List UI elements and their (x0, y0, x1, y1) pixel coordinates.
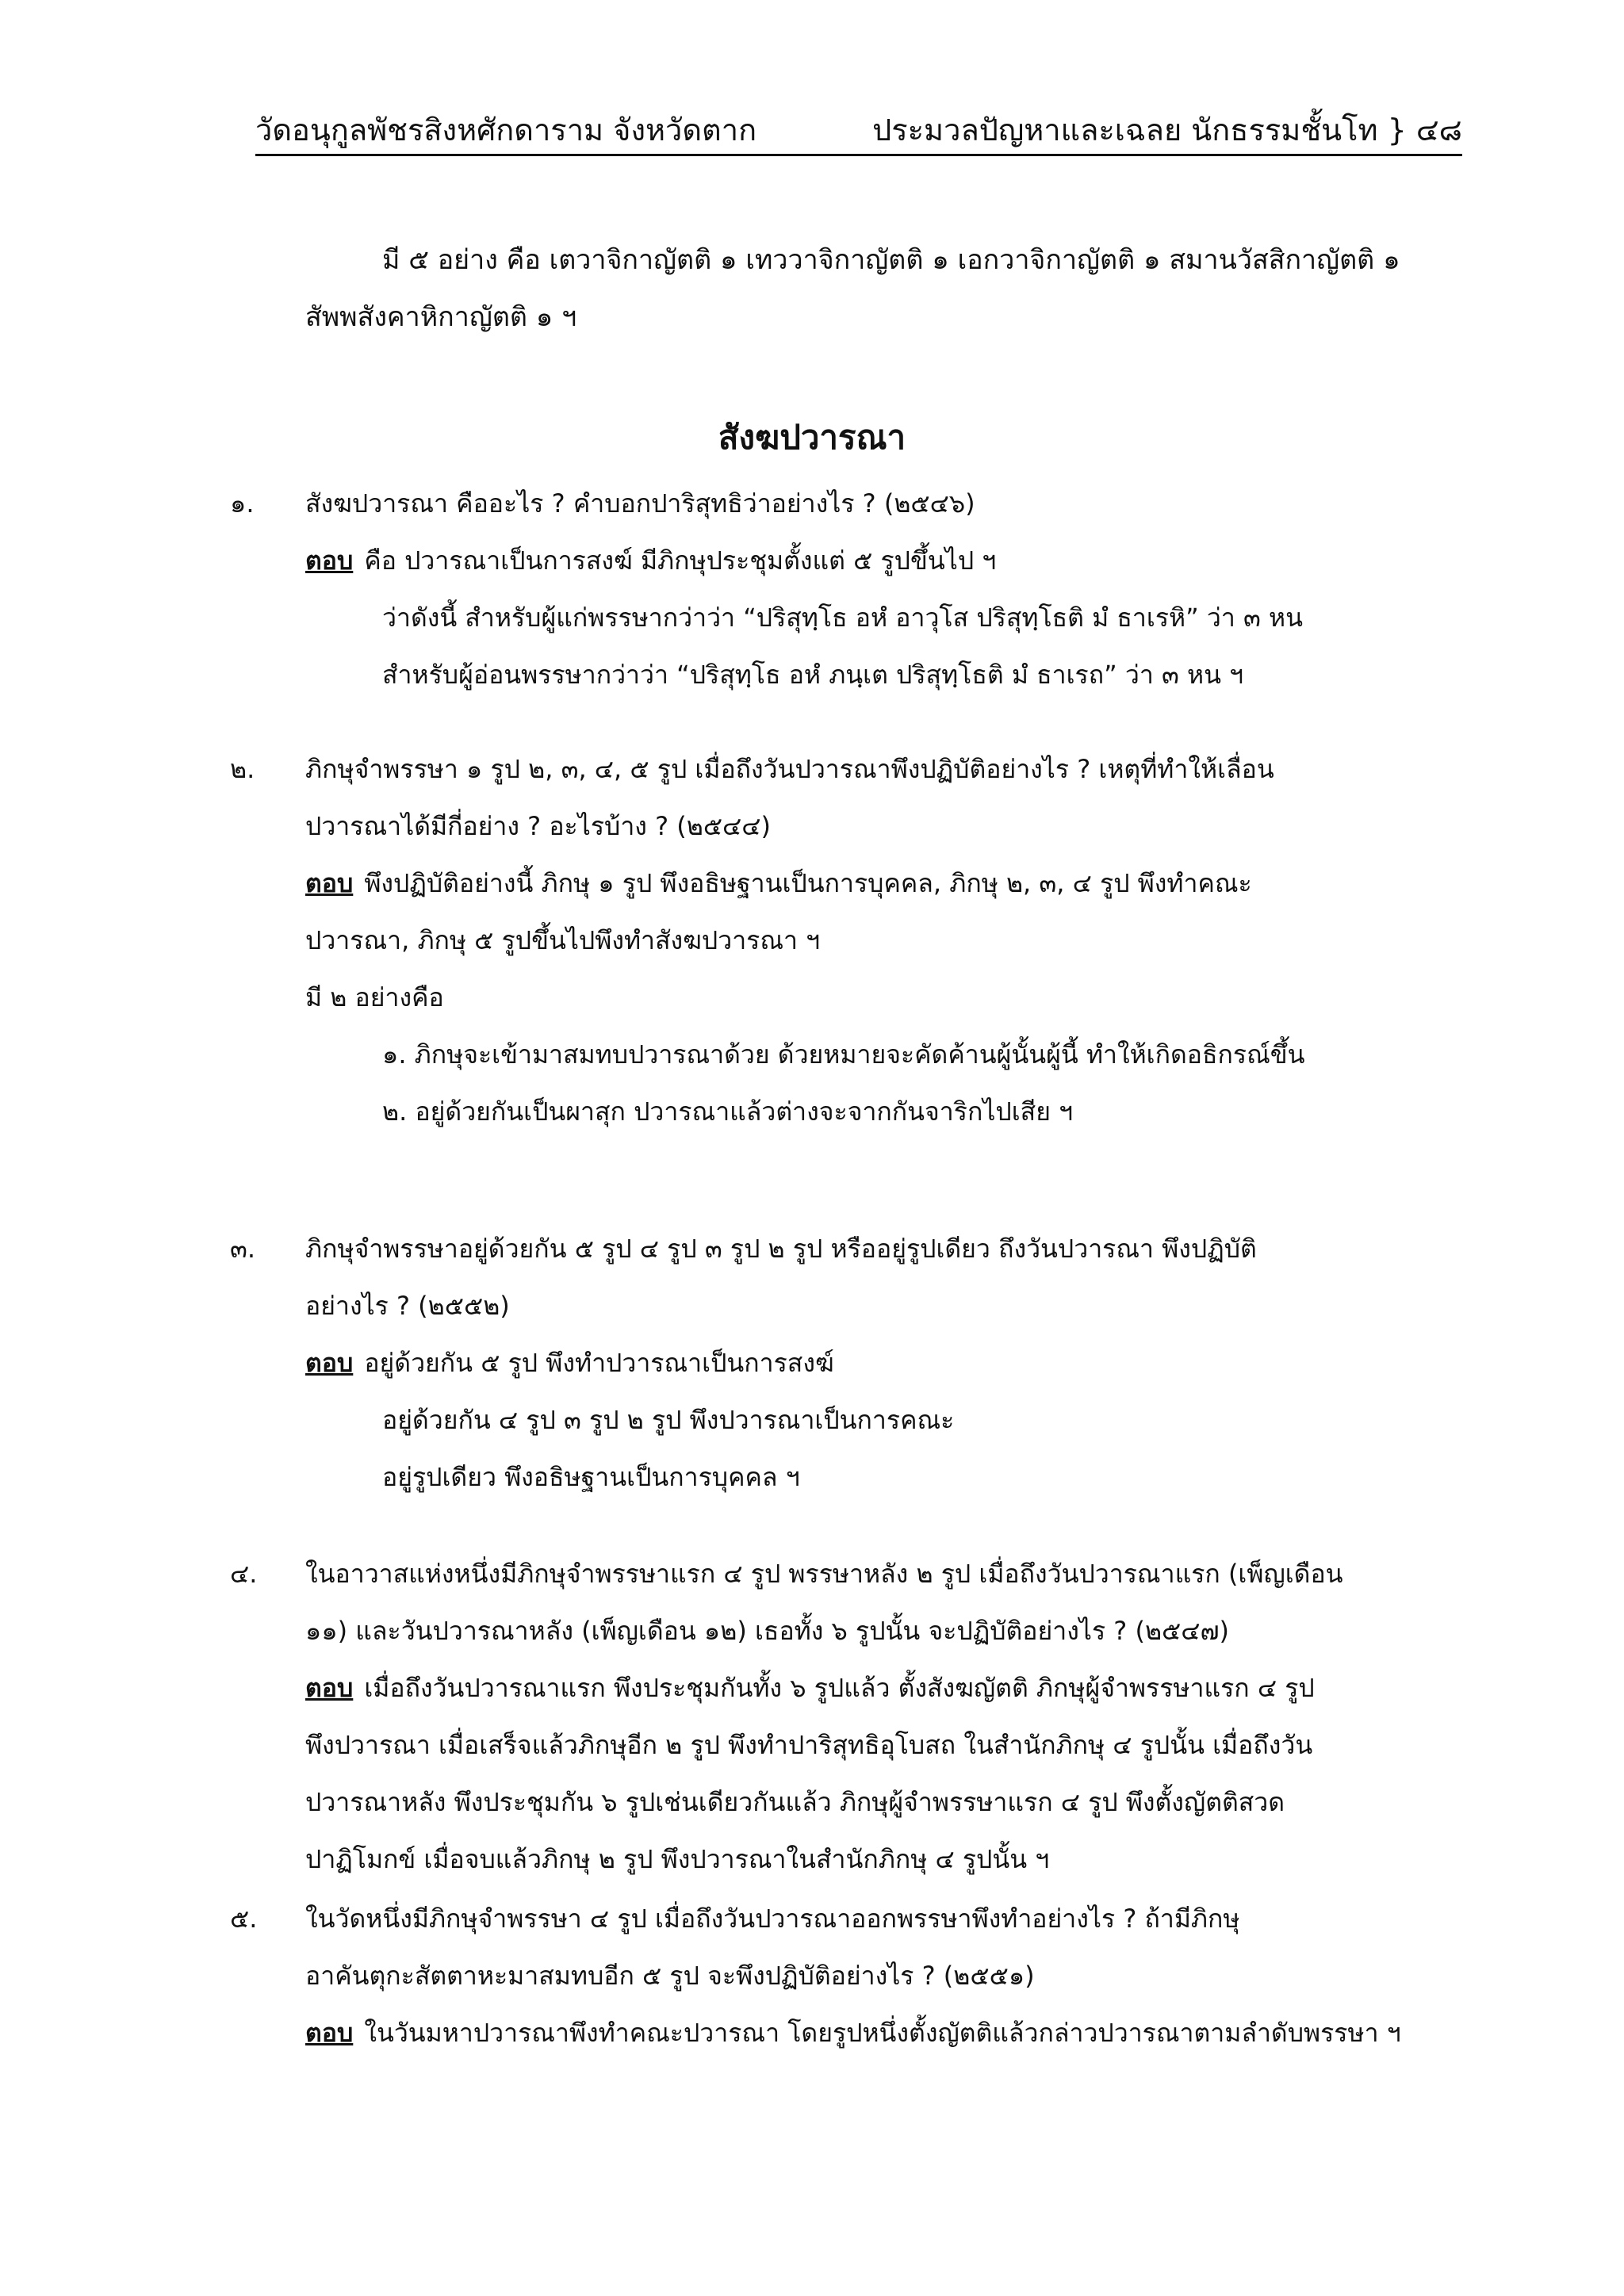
question-text: อาคันตุกะสัตตาหะมาสมทบอีก ๕ รูป จะพึงปฏิบัติอย่างไร ? (๒๕๕๑) (305, 1961, 1035, 1991)
answer-line (305, 859, 1252, 907)
answer-continuation: ปวารณา, ภิกษุ ๕ รูปขึ้นไปพึงทำสังฆปวารณา ฯ (305, 925, 821, 955)
answer-continuation: สำหรับผู้อ่อนพรรษากว่าว่า “ปริสุทฺโธ อหํ ภนฺเต ปริสุทฺโธติ มํ ธาเรถ” ว่า ๓ หน ฯ (382, 660, 1244, 690)
answer-continuation: พึงปวารณา เมื่อเสร็จแล้วภิกษุอีก ๒ รูป พึงทำปาริสุทธิอุโบสถ ในสำนักภิกษุ ๔ รูปนั้น เมื่อถึงวัน (305, 1730, 1313, 1760)
page-header (255, 109, 1462, 156)
answer-continuation: ว่าดังนี้ สำหรับผู้แก่พรรษากว่าว่า “ปริสุทฺโธ อหํ อาวุโส ปริสุทฺโธติ มํ ธาเรหิ” ว่า ๓ หน (382, 603, 1303, 633)
answer-continuation: ปวารณาหลัง พึงประชุมกัน ๖ รูปเช่นเดียวกันแล้ว ภิกษุผู้จำพรรษาแรก ๔ รูป พึงตั้งญัตติสวด (305, 1787, 1285, 1817)
answer-line (305, 2009, 1401, 2057)
answer-text: ในวันมหาปวารณาพึงทำคณะปวารณา โดยรูปหนึ่งตั้งญัตติแล้วกล่าวปวารณาตามลำดับพรรษา ฯ (364, 2018, 1401, 2048)
intro-line-1: มี ๕ อย่าง คือ เตวาจิกาญัตติ ๑ เทววาจิกาญัตติ ๑ เอกวาจิกาญัตติ ๑ สมานวัสสิกาญัตติ ๑ (382, 244, 1400, 276)
answer-label: ตอบ (305, 1673, 354, 1703)
intro-line-2: สัพพสังคาหิกาญัตติ ๑ ฯ (305, 301, 577, 333)
answer-continuation: อยู่ด้วยกัน ๔ รูป ๓ รูป ๒ รูป พึงปวารณาเป็นการคณะ (382, 1405, 955, 1435)
question-text: ภิกษุจำพรรษา ๑ รูป ๒, ๓, ๔, ๕ รูป เมื่อถึงวันปวารณาพึงปฏิบัติอย่างไร ? เหตุที่ทำให้เลื่อน (305, 754, 1274, 784)
section-title: สังฆปวารณา (718, 418, 906, 457)
answer-text: อยู่ด้วยกัน ๕ รูป พึงทำปวารณาเป็นการสงฆ์ (364, 1348, 834, 1378)
question-text: สังฆปวารณา คืออะไร ? คำบอกปาริสุทธิว่าอย่างไร ? (๒๕๔๖) (305, 488, 975, 519)
question-text: ภิกษุจำพรรษาอยู่ด้วยกัน ๕ รูป ๔ รูป ๓ รูป ๒ รูป หรืออยู่รูปเดียว ถึงวันปวารณา พึงปฏิบัติ (305, 1234, 1257, 1264)
question-number: ๔. (230, 1559, 258, 1589)
answer-continuation: ปาฏิโมกข์ เมื่อจบแล้วภิกษุ ๒ รูป พึงปวารณาในสำนักภิกษุ ๔ รูปนั้น ฯ (305, 1844, 1050, 1874)
question-number: ๑. (230, 488, 255, 519)
question-text: ในวัดหนึ่งมีภิกษุจำพรรษา ๔ รูป เมื่อถึงวันปวารณาออกพรรษาพึงทำอย่างไร ? ถ้ามีภิกษุ (305, 1904, 1240, 1934)
question-number: ๕. (230, 1904, 258, 1934)
answer-label: ตอบ (305, 2018, 354, 2048)
answer-line (305, 537, 996, 584)
answer-text: พึงปฏิบัติอย่างนี้ ภิกษุ ๑ รูป พึงอธิษฐานเป็นการบุคคล, ภิกษุ ๒, ๓, ๔ รูป พึงทำคณะ (364, 868, 1252, 898)
question-number: ๒. (230, 754, 255, 784)
answer-text: เมื่อถึงวันปวารณาแรก พึงประชุมกันทั้ง ๖ รูปแล้ว ตั้งสังฆญัตติ ภิกษุผู้จำพรรษาแรก ๔ รูป (364, 1673, 1315, 1703)
answer-continuation: ๒. อยู่ด้วยกันเป็นผาสุก ปวารณาแล้วต่างจะจากกันจาริกไปเสีย ฯ (382, 1096, 1074, 1127)
answer-label: ตอบ (305, 1348, 354, 1378)
answer-label: ตอบ (305, 868, 354, 898)
answer-line (305, 1339, 834, 1387)
answer-line (305, 1664, 1315, 1712)
answer-continuation: มี ๒ อย่างคือ (305, 982, 444, 1012)
question-text: ในอาวาสแห่งหนึ่งมีภิกษุจำพรรษาแรก ๔ รูป พรรษาหลัง ๒ รูป เมื่อถึงวันปวารณาแรก (เพ็ญเดือน (305, 1559, 1343, 1589)
question-text: ปวารณาได้มีกี่อย่าง ? อะไรบ้าง ? (๒๕๔๔) (305, 811, 771, 841)
header-book-title-page-number: ประมวลปัญหาและเฉลย นักธรรมชั้นโท } ๔๘ (872, 113, 1462, 147)
answer-label: ตอบ (305, 545, 354, 576)
answer-continuation: ๑. ภิกษุจะเข้ามาสมทบปวารณาด้วย ด้วยหมายจะคัดค้านผู้นั้นผู้นี้ ทำให้เกิดอธิกรณ์ขึ้น (382, 1039, 1305, 1070)
answer-text: คือ ปวารณาเป็นการสงฆ์ มีภิกษุประชุมตั้งแต่ ๕ รูปขึ้นไป ฯ (364, 545, 997, 576)
answer-continuation: อยู่รูปเดียว พึงอธิษฐานเป็นการบุคคล ฯ (382, 1462, 800, 1492)
question-text: ๑๑) และวันปวารณาหลัง (เพ็ญเดือน ๑๒) เธอทั้ง ๖ รูปนั้น จะปฏิบัติอย่างไร ? (๒๕๔๗) (305, 1616, 1230, 1646)
header-temple-name: วัดอนุกูลพัชรสิงหศักดาราม จังหวัดตาก (255, 113, 757, 147)
question-text: อย่างไร ? (๒๕๕๒) (305, 1291, 510, 1321)
question-number: ๓. (230, 1234, 256, 1264)
